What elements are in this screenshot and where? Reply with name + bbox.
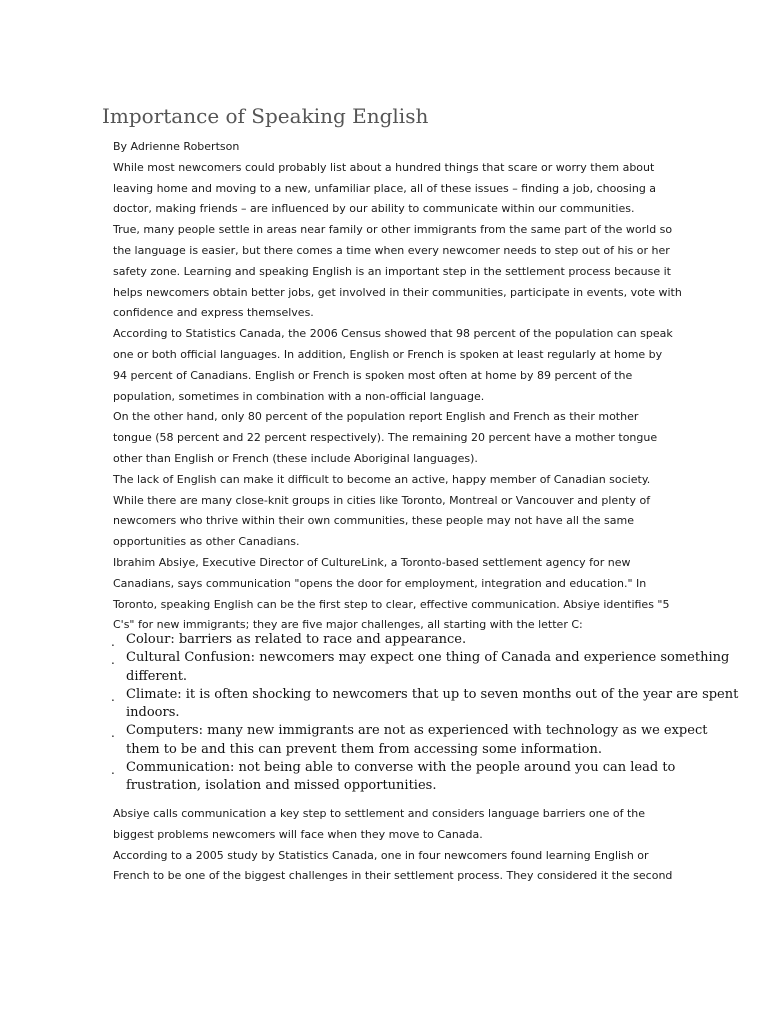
paragraph <box>113 158 713 220</box>
list-item <box>108 686 739 723</box>
paragraph-line: the language is easier, but there comes a time when every newcomer needs to step out of his or her <box>113 243 670 257</box>
five-cs-list <box>108 631 739 796</box>
bullet-marker: . <box>111 763 115 778</box>
bullet-marker: . <box>111 726 115 741</box>
paragraph-line: The lack of English can make it difficult to become an active, happy member of Canadian society. <box>113 472 651 486</box>
document-body-part-2 <box>113 804 713 887</box>
paragraph <box>113 553 713 636</box>
list-item-line: Communication: not being able to converse with the people around you can lead to <box>126 760 676 776</box>
paragraph-line: doctor, making friends – are influenced by our ability to communicate within our communities. <box>113 202 635 216</box>
paragraph-line: Absiye calls communication a key step to settlement and considers language barriers one of the <box>113 807 645 820</box>
paragraph-line: On the other hand, only 80 percent of the population report English and French as their mother <box>113 410 639 424</box>
bullet-marker: . <box>111 653 115 668</box>
list-item <box>108 722 728 759</box>
paragraph-line: other than English or French (these include Aboriginal languages). <box>113 451 478 465</box>
paragraph <box>113 220 713 324</box>
paragraph-line: True, many people settle in areas near family or other immigrants from the same part of the world so <box>113 223 673 237</box>
paragraph-line: opportunities as other Canadians. <box>113 535 300 549</box>
paragraph-line: According to Statistics Canada, the 2006 Census showed that 98 percent of the population can speak <box>113 327 673 341</box>
list-item <box>108 649 728 686</box>
document-body-part-1 <box>113 137 713 636</box>
paragraph-line: biggest problems newcomers will face when they move to Canada. <box>113 827 483 841</box>
list-item-line: frustration, isolation and missed opportunities. <box>126 778 437 794</box>
paragraph-group-1 <box>113 158 713 636</box>
paragraph-line: While there are many close-knit groups in cities like Toronto, Montreal or Vancouver and plenty of <box>113 493 651 507</box>
bullet-marker: . <box>111 689 115 704</box>
list-item-line: Cultural Confusion: newcomers may expect one thing of Canada and experience something <box>126 650 730 666</box>
paragraph <box>113 324 713 407</box>
paragraph-line: Toronto, speaking English can be the first step to clear, effective communication. Absiye identifies "5 <box>113 597 670 611</box>
paragraph-line: one or both official languages. In addition, English or French is spoken at least regularly at home by <box>113 347 663 361</box>
paragraph-line: newcomers who thrive within their own communities, these people may not have all the same <box>113 514 634 528</box>
document-title: Importance of Speaking English <box>102 104 429 128</box>
paragraph <box>113 846 713 888</box>
list-item <box>108 631 728 649</box>
list-item-line: different. <box>126 668 188 684</box>
list-item-line: Colour: barriers as related to race and appearance. <box>126 632 467 647</box>
paragraph-line: leaving home and moving to a new, unfamiliar place, all of these issues – finding a job, choosing a <box>113 181 657 195</box>
paragraph-line: helps newcomers obtain better jobs, get involved in their communities, participate in events, vote with <box>113 285 682 299</box>
list-item-line: them to be and this can prevent them from accessing some information. <box>126 741 602 757</box>
paragraph-line: While most newcomers could probably list about a hundred things that scare or worry them about <box>113 160 655 174</box>
paragraph <box>113 804 713 846</box>
bullet-marker: . <box>111 635 115 649</box>
paragraph-line: population, sometimes in combination with a non-official language. <box>113 389 485 403</box>
paragraph-line: French to be one of the biggest challenges in their settlement process. They considered it the second <box>113 869 673 883</box>
list-item-line: Computers: many new immigrants are not as experienced with technology as we expect <box>126 723 708 739</box>
paragraph <box>113 470 713 553</box>
author-byline: By Adrienne Robertson <box>113 140 240 153</box>
paragraph-line: tongue (58 percent and 22 percent respectively). The remaining 20 percent have a mother tongue <box>113 431 658 445</box>
paragraph-line: safety zone. Learning and speaking English is an important step in the settlement process because it <box>113 264 671 278</box>
paragraph-line: Canadians, says communication "opens the door for employment, integration and education." In <box>113 576 647 590</box>
list-item <box>108 759 728 796</box>
paragraph <box>113 407 713 469</box>
paragraph-line: Ibrahim Absiye, Executive Director of CultureLink, a Toronto-based settlement agency for new <box>113 555 631 569</box>
list-item-line: Climate: it is often shocking to newcomers that up to seven months out of the year are spent <box>126 686 739 702</box>
paragraph-line: 94 percent of Canadians. English or French is spoken most often at home by 89 percent of the <box>113 368 633 382</box>
list-item-line: indoors. <box>126 705 180 721</box>
paragraph-line: confidence and express themselves. <box>113 306 314 320</box>
paragraph-line: C's" for new immigrants; they are five major challenges, all starting with the letter C: <box>113 618 583 632</box>
paragraph-line: According to a 2005 study by Statistics Canada, one in four newcomers found learning English or <box>113 848 649 862</box>
